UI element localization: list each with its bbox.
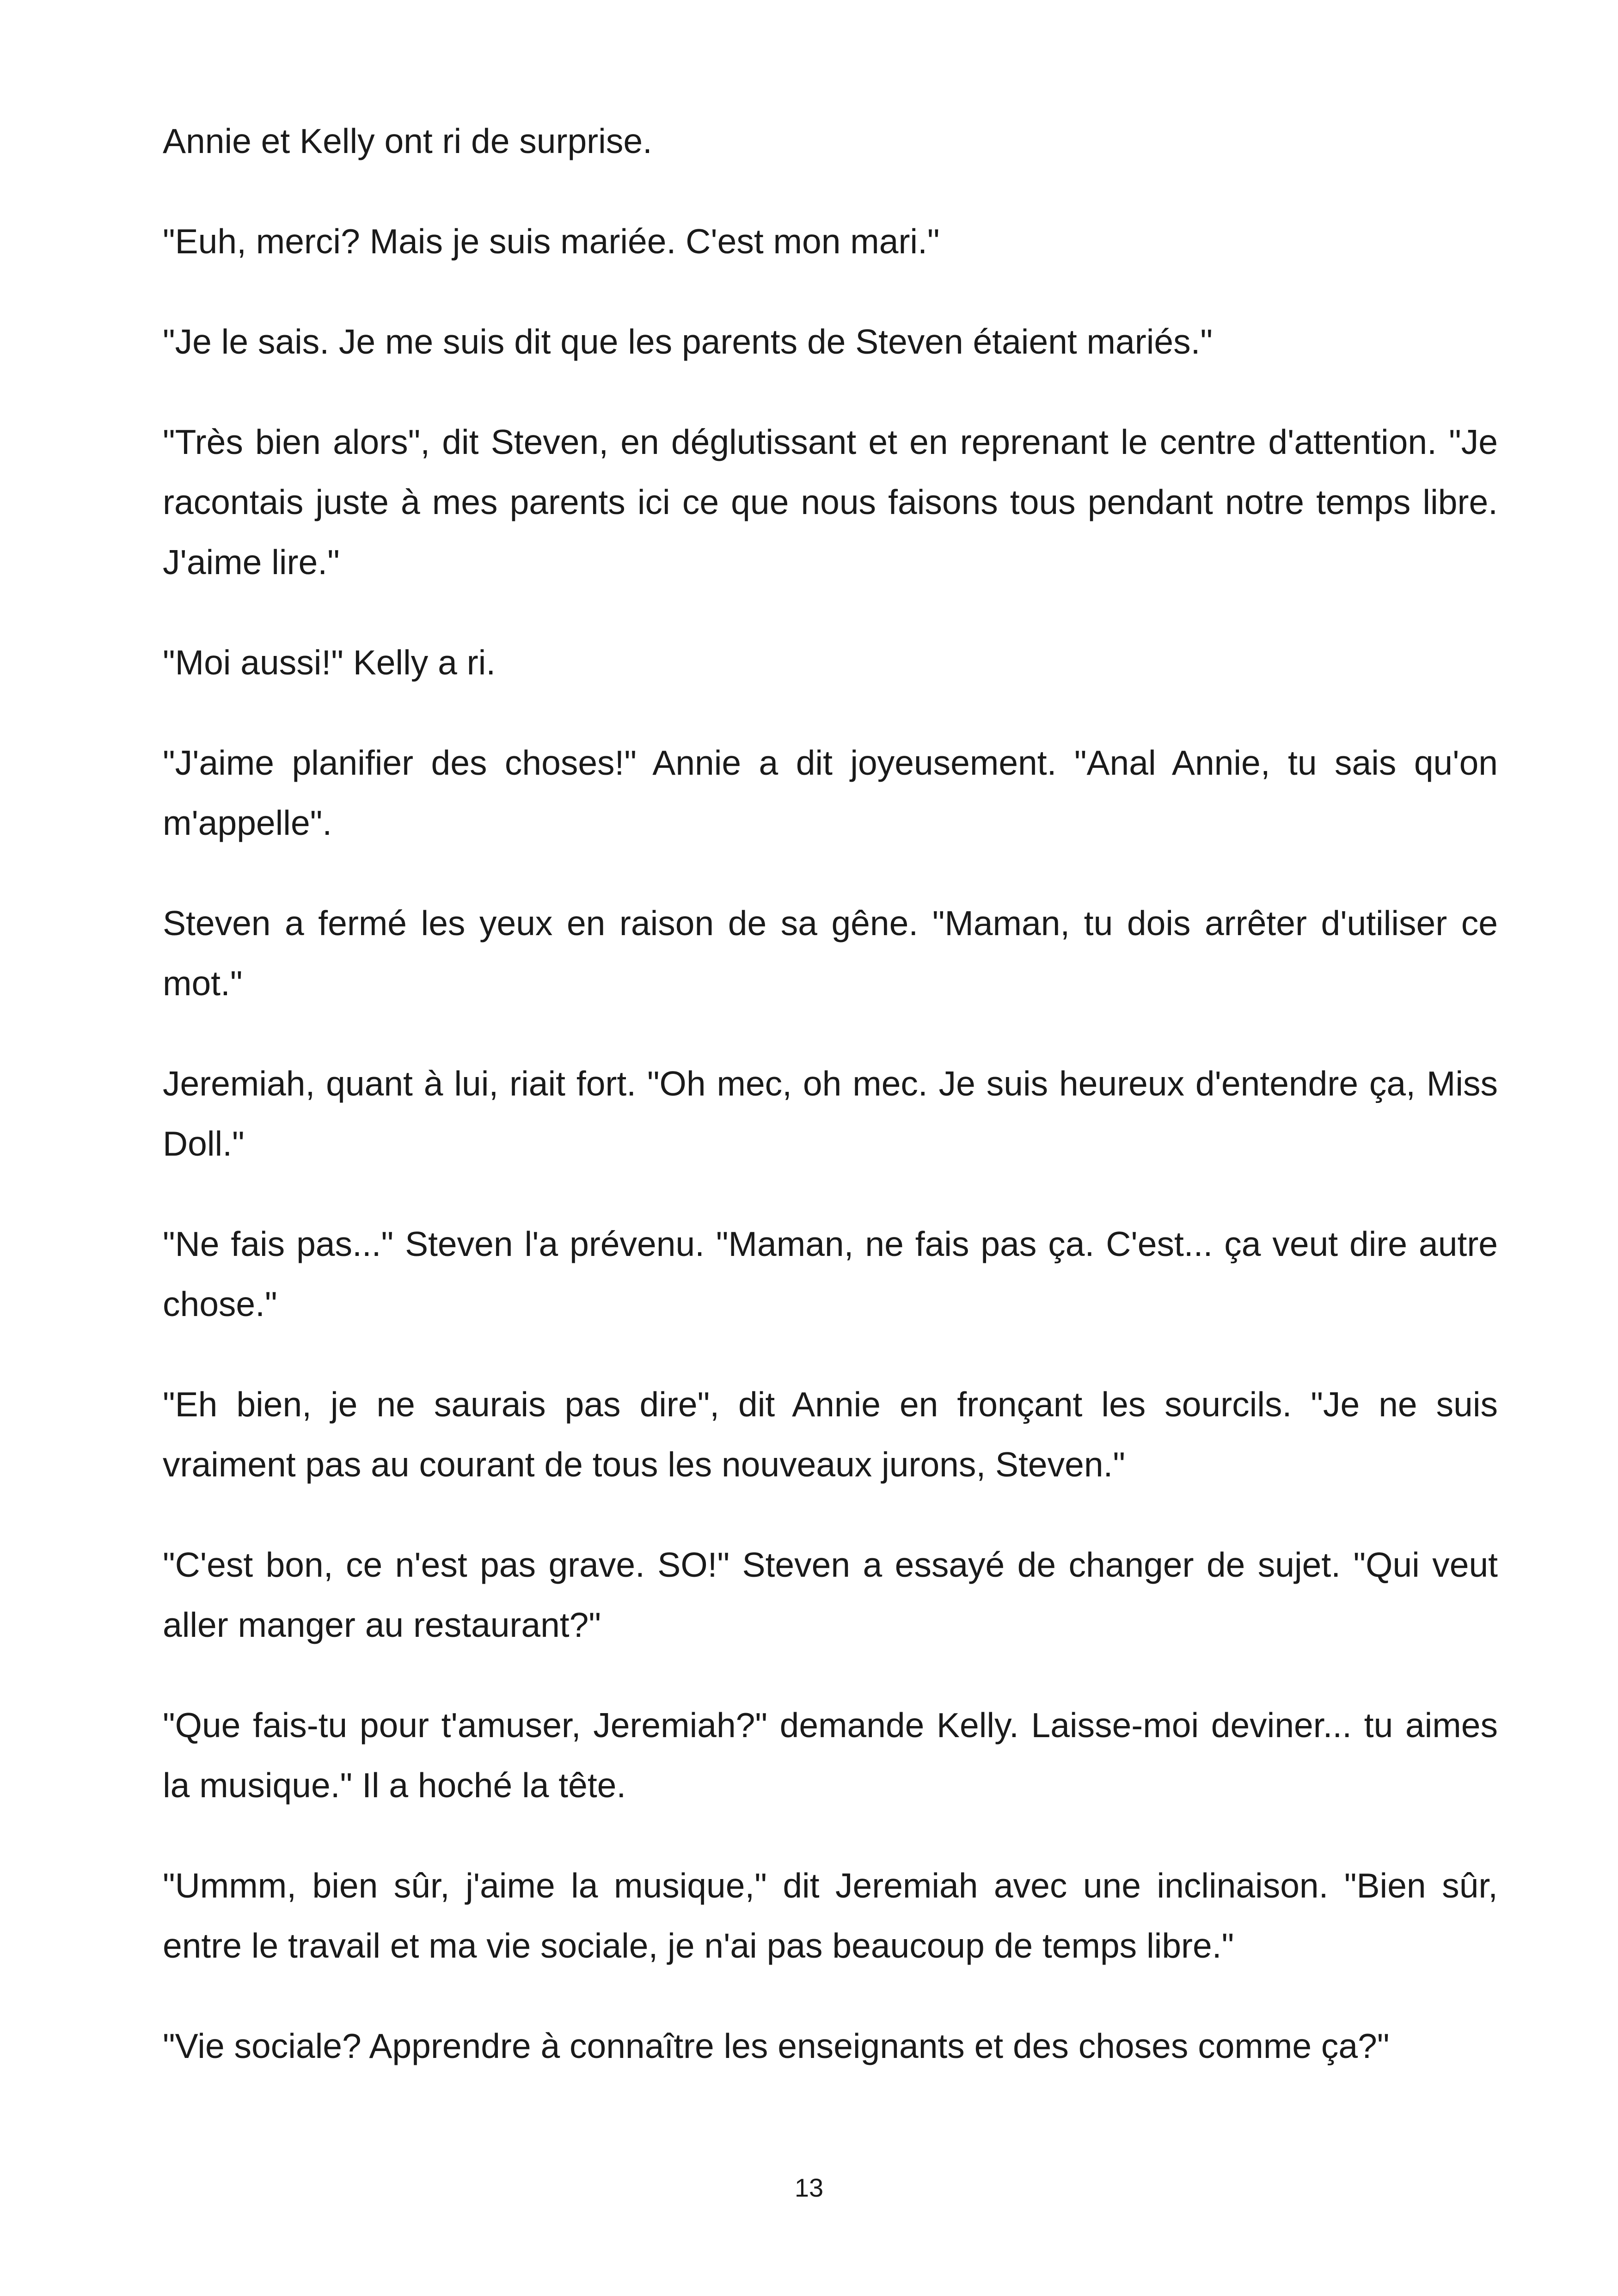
paragraph: "Eh bien, je ne saurais pas dire", dit Annie en fronçant les sourcils. "Je ne suis vraiment pas au courant de tous les nouveaux jurons, Steven." — [163, 1385, 1498, 1484]
page-number: 13 — [794, 2173, 824, 2202]
paragraph: "Euh, merci? Mais je suis mariée. C'est mon mari." — [163, 222, 940, 261]
paragraph: "Je le sais. Je me suis dit que les parents de Steven étaient mariés." — [163, 322, 1213, 361]
paragraph: "J'aime planifier des choses!" Annie a dit joyeusement. "Anal Annie, tu sais qu'on m'appelle". — [163, 743, 1498, 842]
paragraph: "Ummm, bien sûr, j'aime la musique," dit Jeremiah avec une inclinaison. "Bien sûr, entre le travail et ma vie sociale, je n'ai pas beaucoup de temps libre." — [163, 1866, 1498, 1965]
page-body-text — [163, 111, 1498, 2116]
paragraph: "Que fais-tu pour t'amuser, Jeremiah?" demande Kelly. Laisse-moi deviner... tu aimes la musique." Il a hoché la tête. — [163, 1706, 1498, 1805]
paragraph: "C'est bon, ce n'est pas grave. SO!" Steven a essayé de changer de sujet. "Qui veut aller manger au restaurant?" — [163, 1545, 1498, 1644]
paragraph: "Très bien alors", dit Steven, en déglutissant et en reprenant le centre d'attention. "Je racontais juste à mes parents ici ce que nous faisons tous pendant notre temps libre. J'aime lire." — [163, 422, 1498, 582]
paragraph: Jeremiah, quant à lui, riait fort. "Oh mec, oh mec. Je suis heureux d'entendre ça, Miss Doll." — [163, 1064, 1498, 1163]
paragraph: "Moi aussi!" Kelly a ri. — [163, 643, 496, 682]
paragraph: Annie et Kelly ont ri de surprise. — [163, 122, 652, 160]
paragraph: "Ne fais pas..." Steven l'a prévenu. "Maman, ne fais pas ça. C'est... ça veut dire autre chose." — [163, 1225, 1498, 1323]
paragraph: "Vie sociale? Apprendre à connaître les enseignants et des choses comme ça?" — [163, 2027, 1390, 2065]
paragraph: Steven a fermé les yeux en raison de sa gêne. "Maman, tu dois arrêter d'utiliser ce mot." — [163, 904, 1498, 1003]
